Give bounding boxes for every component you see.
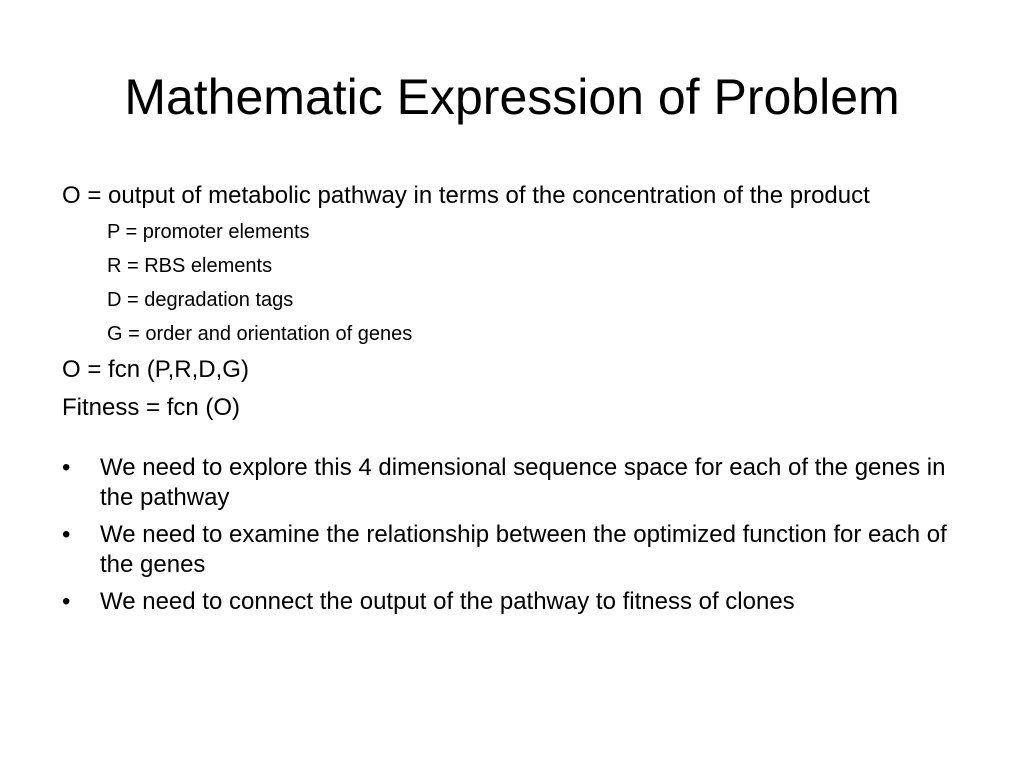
- bullet-icon: •: [62, 454, 71, 481]
- variable-rbs: R = RBS elements: [107, 255, 273, 277]
- bullet-icon: •: [62, 521, 71, 548]
- bullet-text: We need to explore this 4 dimensional sequence space for each of the genes in the pathway: [100, 454, 946, 511]
- equation-output: O = fcn (P,R,D,G): [62, 356, 249, 383]
- bullet-icon: •: [62, 588, 71, 615]
- output-definition: O = output of metabolic pathway in terms of the concentration of the product: [62, 182, 870, 209]
- bullet-item: [62, 587, 962, 617]
- equation-fitness: Fitness = fcn (O): [62, 394, 241, 421]
- bullet-item: [62, 520, 962, 580]
- variable-promoter: P = promoter elements: [107, 221, 310, 243]
- slide-body: [62, 181, 962, 624]
- bullet-text: We need to examine the relationship between the optimized function for each of the genes: [100, 521, 947, 578]
- variable-degradation: D = degradation tags: [107, 289, 294, 311]
- bullet-item: [62, 453, 962, 513]
- spacer: [62, 431, 962, 453]
- slide-title: Mathematic Expression of Problem: [124, 69, 900, 125]
- bullet-text: We need to connect the output of the pathway to fitness of clones: [100, 588, 795, 615]
- variable-gene-order: G = order and orientation of genes: [107, 323, 413, 345]
